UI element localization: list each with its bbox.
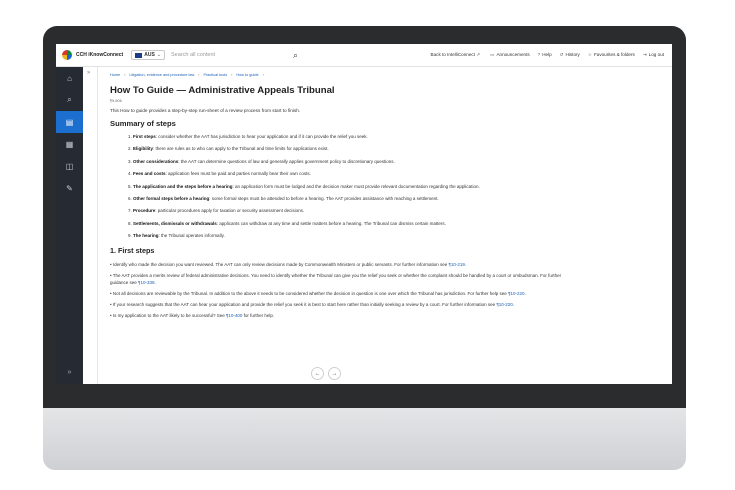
rail-tools-icon[interactable]: ✎ xyxy=(66,183,73,193)
breadcrumb-how-to-guide[interactable]: How to guide xyxy=(236,73,259,77)
first-steps-heading: 1. First steps xyxy=(110,245,155,255)
breadcrumb: Home › Litigation, evidence and procedure law › Practical tools › How to guide › xyxy=(110,73,264,77)
search-icon[interactable]: ⌕ xyxy=(293,49,299,60)
step-title: Eligibility xyxy=(133,146,154,152)
announcements-icon: ▭ xyxy=(490,52,495,57)
favourites-link[interactable]: ☆ Favourites & folders xyxy=(587,52,635,57)
step-number: 8. xyxy=(128,220,134,226)
step-text: : the AAT can determine questions of law and generally applies government policy to discretionary questions. xyxy=(178,158,395,164)
left-rail xyxy=(56,67,83,384)
help-link[interactable]: ? Help xyxy=(537,52,552,57)
step-number: 6. xyxy=(128,195,134,201)
panel-divider xyxy=(97,67,98,384)
first-step-item: • Identify who made the decision you want reviewed. The AAT can only review decisions made by Commonwealth Ministers or public servants. For further information see ¶10-219. xyxy=(110,261,467,267)
first-step-item: • Is my application to the AAT likely to be successful? See ¶10-400 for further help. xyxy=(110,312,275,318)
paragraph-link[interactable]: ¶10-220 xyxy=(496,301,513,307)
step-text: : an application form must be lodged and the decision maker must provide relevant documentation regarding the application. xyxy=(232,183,480,189)
step-text: : consider whether the AAT has jurisdiction to hear your application and if it can provide the relief you seek. xyxy=(155,134,368,139)
step-number: 7. xyxy=(128,208,134,214)
summary-step xyxy=(128,134,558,140)
summary-step xyxy=(128,208,558,214)
rail-search-icon[interactable]: ⌕ xyxy=(67,95,72,104)
top-bar xyxy=(56,44,672,67)
summary-steps-list xyxy=(128,134,558,239)
step-title: Procedure xyxy=(133,208,156,214)
rail-home-icon[interactable]: ⌂ xyxy=(67,73,72,83)
paragraph-link[interactable]: ¶10-339 xyxy=(138,279,155,285)
step-number: 9. xyxy=(128,233,134,239)
chevron-down-icon: ⌄ xyxy=(156,52,161,58)
back-to-intelliconnect-link[interactable]: Back to IntelliConnect ↗ xyxy=(430,52,481,57)
main-content xyxy=(110,73,662,323)
brand-logo-icon xyxy=(62,50,72,60)
external-link-icon: ↗ xyxy=(476,52,481,57)
first-steps-list xyxy=(110,261,572,319)
first-step-item: • The AAT provides a merits review of federal administrative decisions. You need to identify whether the Tribunal can give you the relief you seek or whether the complaint should be handled by a court or ombudsman. For further guidance see ¶10-339. xyxy=(110,272,562,285)
flag-icon xyxy=(135,53,142,58)
first-step-item: • Not all decisions are reviewable by the Tribunal. In addition to the above it needs to be considered whether the decision in question is one over which the Tribunal has jurisdiction. For further help see ¶10-220. xyxy=(110,290,526,296)
history-icon: ↺ xyxy=(559,52,564,57)
intro-text: This How to guide provides a step-by-step run-sheet of a review process from start to finish. xyxy=(110,108,301,113)
step-number: 2. xyxy=(128,146,134,152)
summary-step xyxy=(128,146,558,152)
rail-briefcase-icon[interactable]: ▤ xyxy=(56,111,83,133)
step-title: Other considerations xyxy=(133,158,179,164)
summary-step xyxy=(128,196,558,202)
step-number: 3. xyxy=(128,158,134,164)
screen xyxy=(56,44,672,384)
step-title: First steps xyxy=(133,134,156,139)
step-title: The application and the steps before a hearing xyxy=(133,183,233,189)
logout-icon: ⇥ xyxy=(642,52,647,57)
rail-news-icon[interactable]: ▦ xyxy=(65,139,74,149)
summary-step xyxy=(128,233,558,239)
monitor-chin xyxy=(43,408,686,470)
history-link[interactable]: ↺ History xyxy=(559,52,580,57)
collapse-panel-icon[interactable]: » xyxy=(87,70,91,76)
pager xyxy=(311,367,341,380)
breadcrumb-practical-tools[interactable]: Practical tools xyxy=(203,73,228,77)
brand-name: CCH iKnowConnect xyxy=(76,52,124,58)
next-arrow-icon[interactable]: → xyxy=(328,367,341,380)
summary-step xyxy=(128,159,558,165)
breadcrumb-litigation[interactable]: Litigation, evidence and procedure law xyxy=(129,73,195,77)
step-title: Fees and costs xyxy=(133,171,166,177)
step-number: 1. xyxy=(128,134,134,139)
paragraph-number: ¶9-506 xyxy=(110,99,122,103)
step-text: : applicants can withdraw at any time and settle matters before a hearing. The Tribunal can dismiss certain matters. xyxy=(216,220,446,226)
rail-book-icon[interactable]: ◫ xyxy=(65,161,74,171)
step-text: : some formal steps must be attended to before a hearing. The AAT provides assistance with reaching a settlement. xyxy=(209,195,439,201)
step-number: 4. xyxy=(128,171,134,177)
step-title: Settlements, dismissals or withdrawals xyxy=(133,220,217,226)
summary-step xyxy=(128,221,558,227)
previous-arrow-icon[interactable]: ← xyxy=(311,367,324,380)
step-text: : application fees must be paid and parties normally bear their own costs. xyxy=(165,171,311,177)
summary-step xyxy=(128,171,558,177)
step-text: : the Tribunal operates informally. xyxy=(158,233,225,239)
paragraph-link[interactable]: ¶10-219 xyxy=(448,261,465,267)
logout-link[interactable]: ⇥ Log out xyxy=(642,52,664,57)
top-links xyxy=(431,52,664,58)
step-text: : there are rules as to who can apply to the Tribunal and time limits for applications exist. xyxy=(153,146,329,152)
announcements-link[interactable]: ▭ Announcements xyxy=(490,52,530,57)
step-title: Other formal steps before a hearing xyxy=(133,195,210,201)
search-input[interactable]: Search all content xyxy=(171,52,216,58)
help-icon: ? xyxy=(537,52,541,57)
region-label: AUS xyxy=(144,52,155,58)
step-number: 5. xyxy=(128,183,134,189)
breadcrumb-home[interactable]: Home xyxy=(110,73,121,77)
region-selector[interactable] xyxy=(131,50,165,60)
summary-step xyxy=(128,184,558,190)
summary-heading: Summary of steps xyxy=(110,119,176,128)
step-title: The hearing xyxy=(133,233,159,239)
first-step-item: • If your research suggests that the AAT can hear your application and provide the relief you seek it is best to start here rather than initially seeking a review by a court. For further information see ¶10-220. xyxy=(110,301,515,307)
star-icon: ☆ xyxy=(587,52,592,57)
paragraph-link[interactable]: ¶10-400 xyxy=(225,312,243,318)
page-title: How To Guide — Administrative Appeals Tribunal xyxy=(110,85,335,96)
paragraph-link[interactable]: ¶10-220 xyxy=(508,290,525,296)
step-text: : particular procedures apply for taxation or security assessment decisions. xyxy=(155,208,305,214)
expand-rail-icon[interactable]: » xyxy=(67,369,72,376)
